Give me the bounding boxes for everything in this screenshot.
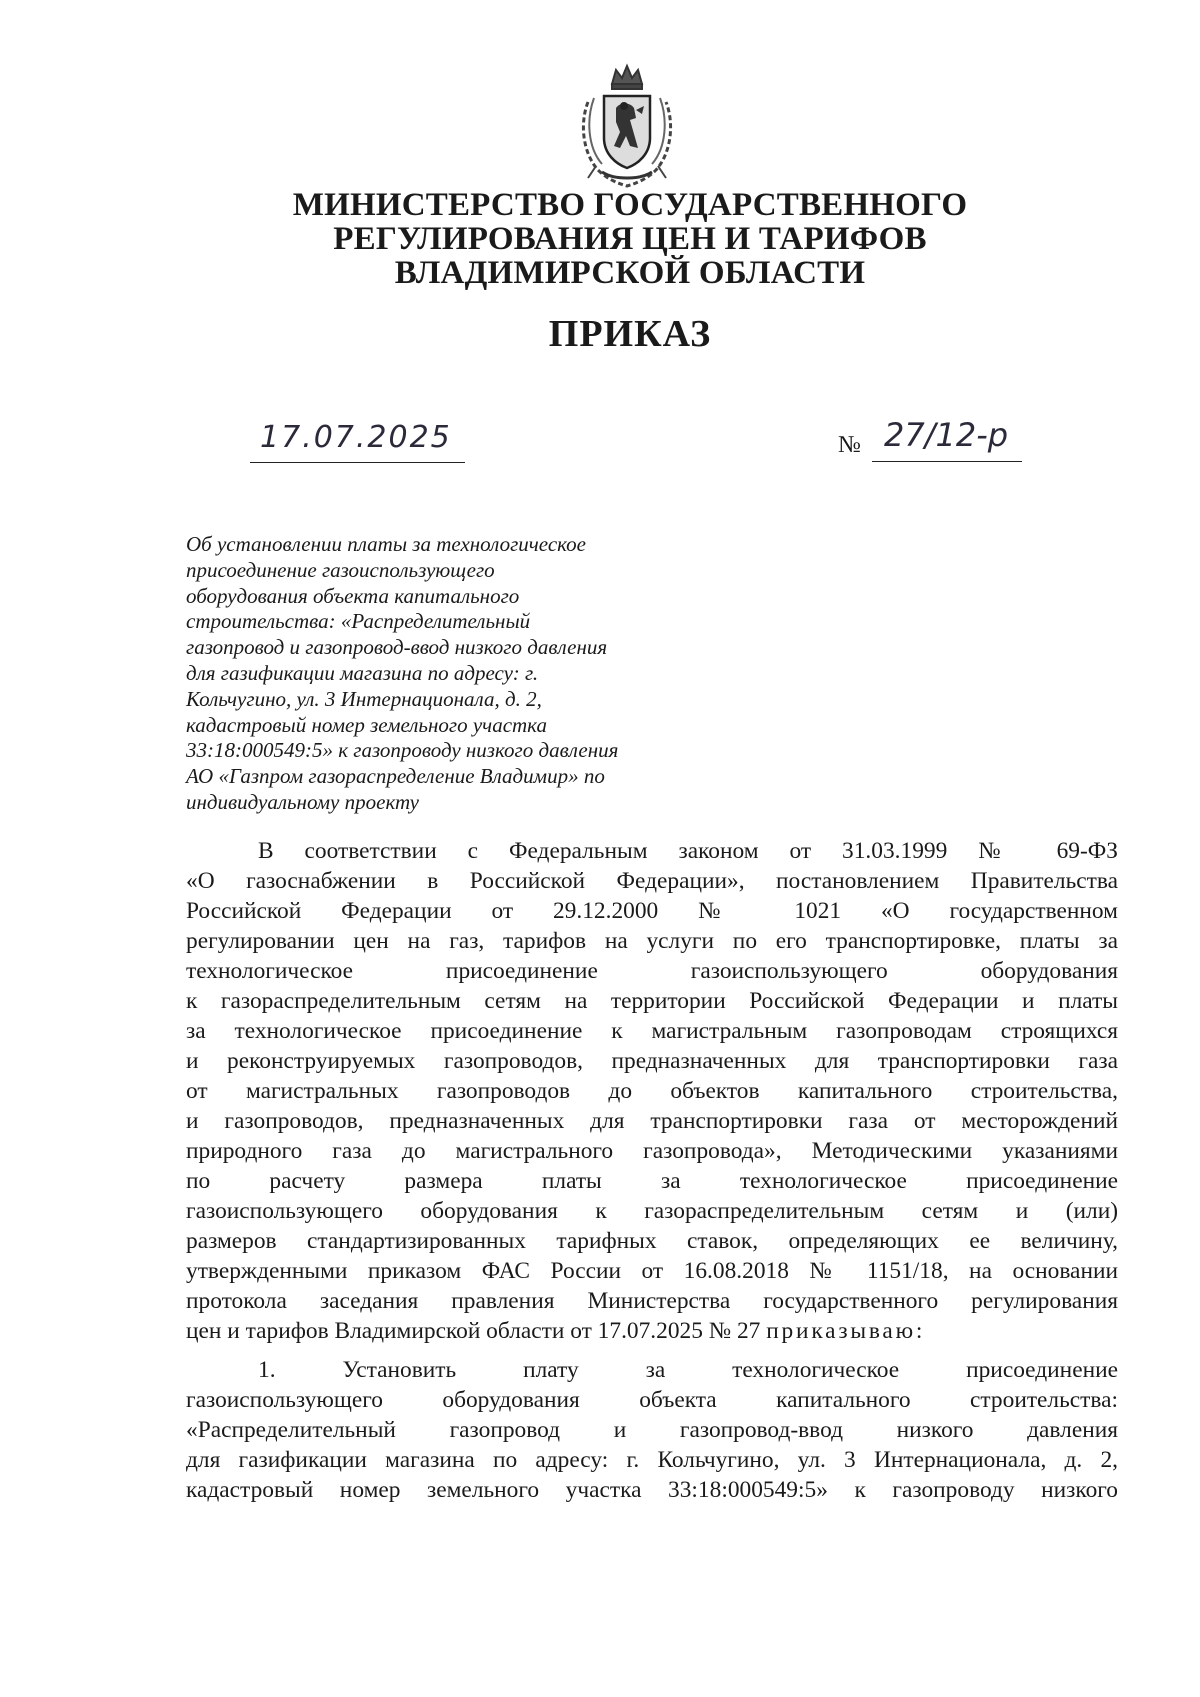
order-date: 17.07.2025: [260, 420, 452, 455]
order-number-field: [838, 418, 1028, 464]
preamble-line: размеров стандартизированных тарифных ставок, определяющих ее величину,: [186, 1228, 1118, 1254]
preamble-line: природного газа до магистрального газопровода», Методическими указаниями: [186, 1138, 1118, 1164]
item1-line: «Распределительный газопровод и газопровод-ввод низкого давления: [186, 1417, 1118, 1443]
number-underline: [872, 461, 1022, 462]
subject-line: для газификации магазина по адресу: г.: [186, 660, 539, 685]
order-word: приказываю:: [766, 1318, 926, 1344]
preamble-line: по расчету размера платы за технологическое присоединение: [186, 1168, 1118, 1194]
subject-line: кадастровый номер земельного участка: [186, 712, 547, 737]
item1-line: для газификации магазина по адресу: г. Кольчугино, ул. 3 Интернационала, д. 2,: [186, 1447, 1118, 1473]
preamble-line: от магистральных газопроводов до объектов капитального строительства,: [186, 1078, 1118, 1104]
ministry-title: [200, 188, 1060, 290]
document-type: ПРИКАЗ: [548, 313, 712, 355]
subject-line: индивидуальному проекту: [186, 789, 419, 814]
preamble-line: технологическое присоединение газоиспользующего оборудования: [186, 958, 1118, 984]
order-subject: [186, 532, 706, 816]
preamble-line: протокола заседания правления Министерства государственного регулирования: [186, 1288, 1118, 1314]
preamble-line: Российской Федерации от 29.12.2000 № 1021 «О государственном: [186, 898, 1118, 924]
order-number: 27/12-р: [884, 416, 1009, 454]
order-date-field: [250, 420, 465, 463]
subject-line: строительства: «Распределительный: [186, 609, 531, 634]
preamble-line: за технологическое присоединение к магистральным газопроводам строящихся: [186, 1018, 1118, 1044]
coat-of-arms-icon: [574, 62, 680, 190]
ministry-title-line-2: РЕГУЛИРОВАНИЯ ЦЕН И ТАРИФОВ: [333, 221, 927, 257]
item1-line: 1. Установить плату за технологическое присоединение: [258, 1357, 1118, 1383]
preamble-final-line: [186, 1316, 1118, 1346]
item1-line: газоиспользующего оборудования объекта капитального строительства:: [186, 1387, 1118, 1413]
preamble-line: «О газоснабжении в Российской Федерации», постановлением Правительства: [186, 868, 1118, 894]
preamble-final-text: цен и тарифов Владимирской области от 17.07.2025 № 27: [186, 1318, 761, 1344]
subject-line: 33:18:000549:5» к газопроводу низкого давления: [186, 738, 619, 763]
preamble-line: и реконструируемых газопроводов, предназначенных для транспортировки газа: [186, 1048, 1118, 1074]
preamble-line: регулировании цен на газ, тарифов на услуги по его транспортировке, платы за: [186, 928, 1118, 954]
preamble-line: В соответствии с Федеральным законом от 31.03.1999 № 69-ФЗ: [258, 838, 1118, 864]
preamble-line: утвержденными приказом ФАС России от 16.08.2018 № 1151/18, на основании: [186, 1258, 1118, 1284]
preamble-line: газоиспользующего оборудования к газораспределительным сетям и (или): [186, 1198, 1118, 1224]
subject-line: Кольчугино, ул. 3 Интернационала, д. 2,: [186, 686, 542, 711]
preamble-line: к газораспределительным сетям на территории Российской Федерации и платы: [186, 988, 1118, 1014]
subject-line: газопровод и газопровод-ввод низкого давления: [186, 635, 608, 660]
ministry-title-line-1: МИНИСТЕРСТВО ГОСУДАРСТВЕННОГО: [292, 187, 968, 223]
paragraph-gap: [186, 1346, 1118, 1355]
subject-line: АО «Газпром газораспределение Владимир» по: [186, 764, 605, 789]
subject-line: присоединение газоиспользующего: [186, 557, 495, 582]
subject-line: Об установлении платы за технологическое: [186, 532, 586, 556]
item1-line: кадастровый номер земельного участка 33:18:000549:5» к газопроводу низкого: [186, 1477, 1118, 1503]
subject-line: оборудования объекта капитального: [186, 583, 520, 608]
ministry-title-line-3: ВЛАДИМИРСКОЙ ОБЛАСТИ: [394, 255, 866, 291]
number-sign: №: [838, 432, 861, 458]
order-body: [186, 836, 1118, 1505]
preamble-line: и газопроводов, предназначенных для транспортировки газа от месторождений: [186, 1108, 1118, 1134]
